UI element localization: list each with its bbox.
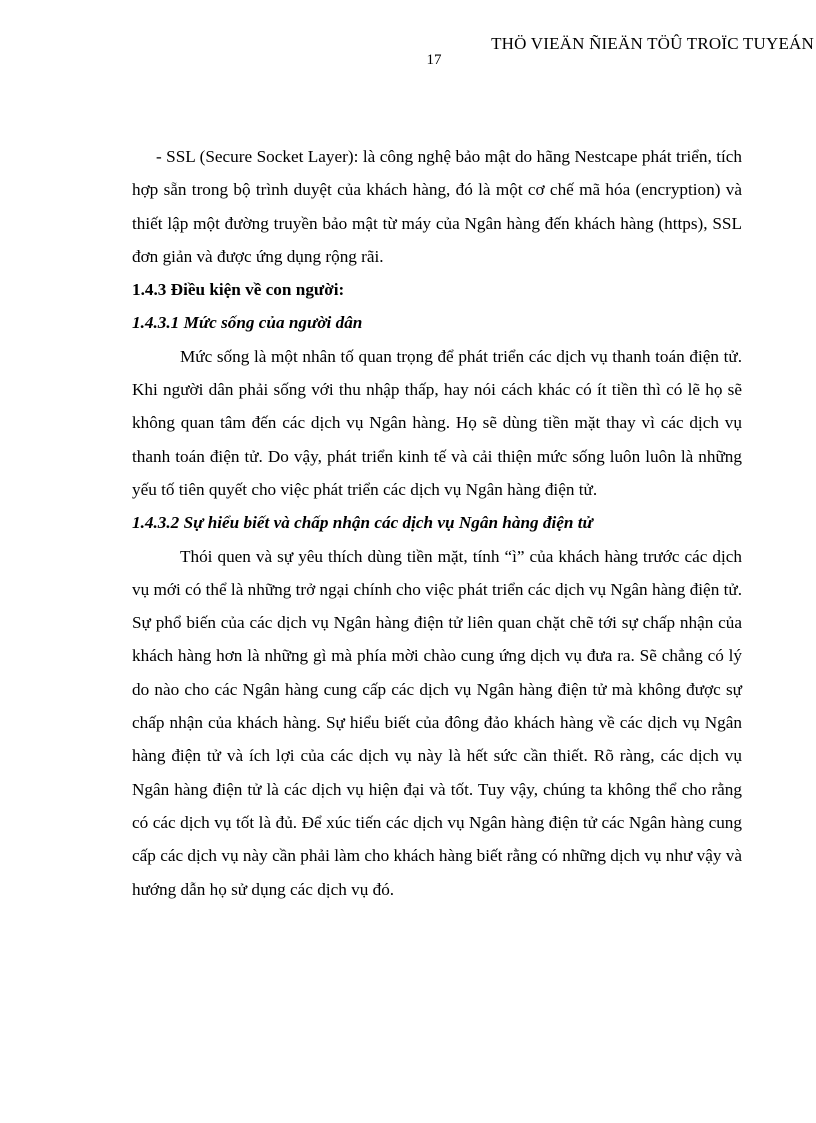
ssl-bullet-paragraph: - SSL (Secure Socket Layer): là công nghệ bảo mật do hãng Nestcape phát triển, tích hợp sẵn trong bộ trình duyệt của khách hàng, đó là một cơ chế mã hóa (encryption) và thiết lập một đường truyền bảo mật từ máy của Ngân hàng đến khách hàng (https), SSL đơn giản và được ứng dụng rộng rãi. <box>132 147 742 266</box>
page-number: 17 <box>426 52 442 68</box>
header-watermark: THÖ VIEÄN ÑIEÄN TÖÛ TROÏC TUYEÁN <box>491 34 814 53</box>
subsection-1-heading: 1.4.3.1 Mức sống của người dân <box>132 313 363 333</box>
subsection-2-heading: 1.4.3.2 Sự hiểu biết và chấp nhận các dịch vụ Ngân hàng điện tử <box>132 513 593 533</box>
subsection-1-paragraph: Mức sống là một nhân tố quan trọng để phát triển các dịch vụ thanh toán điện tử. Khi người dân phải sống với thu nhập thấp, hay nói cách khác có ít tiền thì có lẽ họ sẽ không quan tâm đến các dịch vụ Ngân hàng. Họ sẽ dùng tiền mặt thay vì các dịch vụ thanh toán điện tử. Do vậy, phát triển kinh tế và cải thiện mức sống luôn luôn là những yếu tố tiên quyết cho việc phát triển các dịch vụ Ngân hàng điện tử. <box>132 346 742 499</box>
section-heading: 1.4.3 Điều kiện về con người: <box>132 280 345 300</box>
subsection-2-paragraph: Thói quen và sự yêu thích dùng tiền mặt, tính “ì” của khách hàng trước các dịch vụ mới có thể là những trở ngại chính cho việc phát triển các dịch vụ Ngân hàng điện tử. Sự phổ biến của các dịch vụ Ngân hàng điện tử liên quan chặt chẽ tới sự chấp nhận của khách hàng hơn là những gì mà phía mời chào cung ứng dịch vụ đưa ra. Sẽ chẳng có lý do nào cho các Ngân hàng cung cấp các dịch vụ Ngân hàng điện tử mà không được sự chấp nhận của khách hàng. Sự hiểu biết của đông đảo khách hàng về các dịch vụ Ngân hàng điện tử và ích lợi của các dịch vụ này là hết sức cần thiết. Rõ ràng, các dịch vụ Ngân hàng điện tử là các dịch vụ hiện đại và tốt. Tuy vậy, chúng ta không thể cho rằng có các dịch vụ tốt là đủ. Để xúc tiến các dịch vụ Ngân hàng điện tử các Ngân hàng cung cấp các dịch vụ này cần phải làm cho khách hàng biết rằng có những dịch vụ như vậy và hướng dẫn họ sử dụng các dịch vụ đó. <box>132 546 742 899</box>
document-body <box>132 140 742 906</box>
